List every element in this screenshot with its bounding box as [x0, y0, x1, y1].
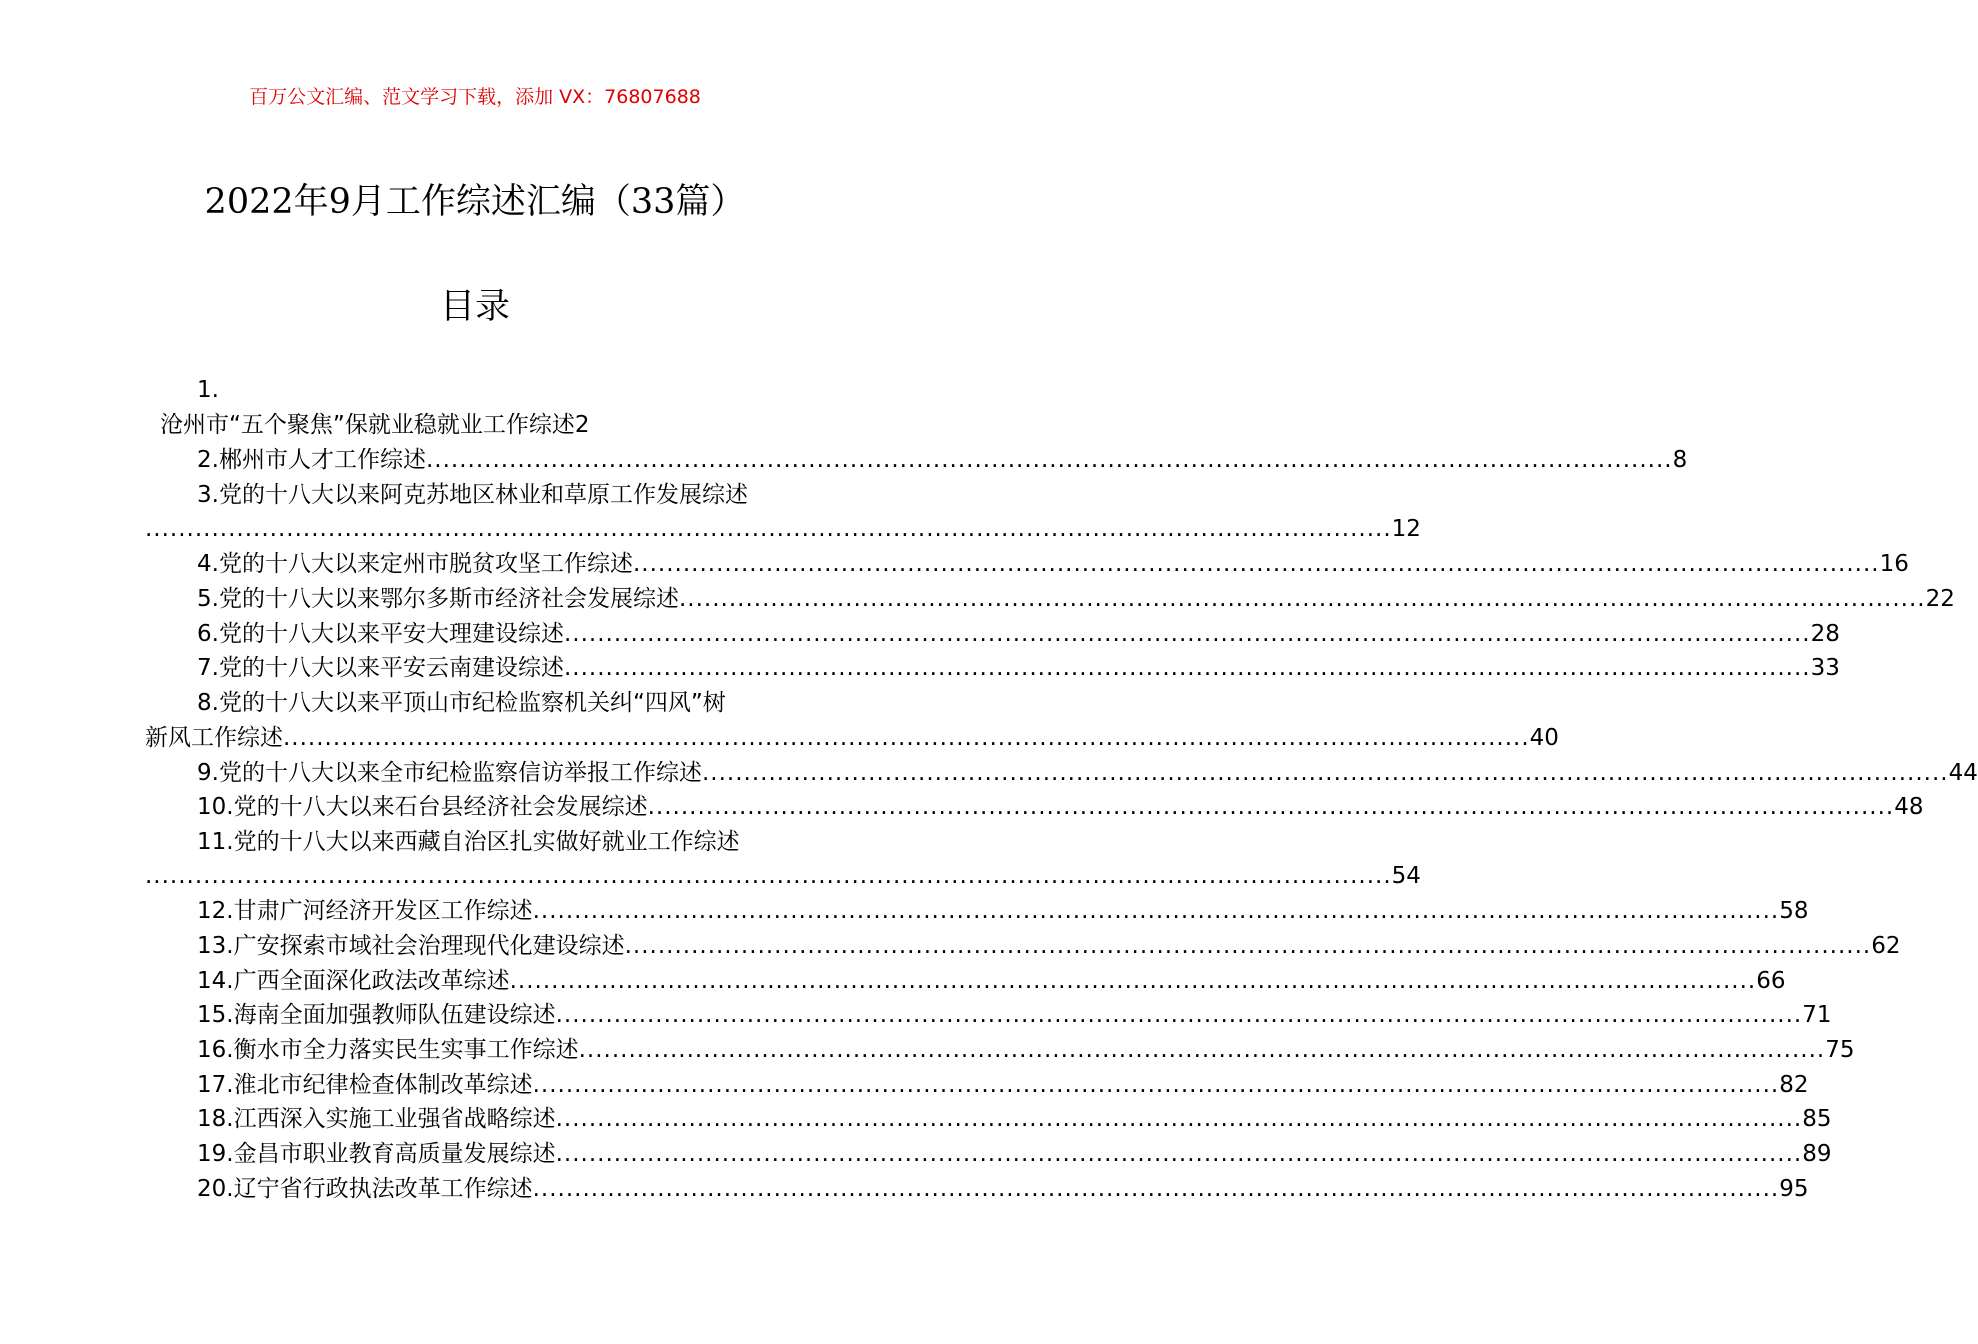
toc-page-number: 62 — [1871, 933, 1901, 959]
toc-entry-title: 2.郴州市人才工作综述 — [197, 447, 426, 473]
toc-page-number: 66 — [1756, 968, 1786, 994]
toc-entry-title: 18.江西深入实施工业强省战略综述 — [197, 1106, 556, 1132]
toc-heading: 目录 — [439, 287, 510, 327]
toc-page-number: 16 — [1879, 551, 1909, 577]
dot-leader: ...................................................................................................................................................... — [555, 1002, 1803, 1028]
toc-entry-title: 沧州市“五个聚焦”保就业稳就业工作综述2 — [160, 412, 590, 438]
dot-leader: ...................................................................................................................................................... — [532, 1176, 1780, 1202]
dot-leader: ...................................................................................................................................................... — [425, 447, 1673, 473]
toc-entry-title: 17.淮北市纪律检查体制改革综述 — [197, 1072, 533, 1098]
dot-leader: ...................................................................................................................................................... — [563, 621, 1811, 647]
toc-entry-title: 10.党的十八大以来石台县经济社会发展综述 — [197, 794, 648, 820]
toc-page-number: 89 — [1802, 1141, 1832, 1167]
toc-entry-title: 14.广西全面深化政法改革综述 — [197, 968, 510, 994]
toc-page-number: 54 — [1391, 863, 1421, 889]
toc-entry-title: 9.党的十八大以来全市纪检监察信访举报工作综述 — [197, 760, 702, 786]
toc-entry-title: 5.党的十八大以来鄂尔多斯市经济社会发展综述 — [197, 586, 679, 612]
dot-leader: ...................................................................................................................................................... — [532, 898, 1780, 924]
toc-page-number: 44 — [1948, 760, 1978, 786]
toc-entry-title: 20.辽宁省行政执法改革工作综述 — [197, 1176, 533, 1202]
dot-leader: ...................................................................................................................................................... — [283, 725, 1530, 751]
dot-leader: ...................................................................................................................................................... — [647, 794, 1895, 820]
dot-leader: ...................................................................................................................................................... — [632, 551, 1880, 577]
toc-entry-title: 13.广安探索市域社会治理现代化建设综述 — [197, 933, 625, 959]
toc-entry-title: 11.党的十八大以来西藏自治区扎实做好就业工作综述 — [197, 829, 740, 855]
dot-leader: ...................................................................................................................................................... — [145, 863, 1392, 889]
toc-entry-title: 16.衡水市全力落实民生实事工作综述 — [197, 1037, 579, 1063]
toc-entry-title-continued: 新风工作综述 — [145, 725, 283, 751]
dot-leader: ...................................................................................................................................................... — [624, 933, 1872, 959]
dot-leader: ...................................................................................................................................................... — [555, 1106, 1803, 1132]
toc-page-number: 48 — [1894, 794, 1924, 820]
toc-entry-title: 7.党的十八大以来平安云南建设综述 — [197, 655, 564, 681]
dot-leader: ...................................................................................................................................................... — [555, 1141, 1803, 1167]
dot-leader: ...................................................................................................................................................... — [563, 655, 1811, 681]
toc-page-number: 33 — [1810, 655, 1840, 681]
header-notice: 百万公文汇编、范文学习下载，添加 VX：76807688 — [249, 86, 701, 108]
toc-page-number: 58 — [1779, 898, 1809, 924]
dot-leader: ...................................................................................................................................................... — [532, 1072, 1780, 1098]
dot-leader: ...................................................................................................................................................... — [678, 586, 1926, 612]
toc-entry-title: 6.党的十八大以来平安大理建设综述 — [197, 621, 564, 647]
toc-page-number: 85 — [1802, 1106, 1832, 1132]
toc-page-number: 22 — [1925, 586, 1955, 612]
dot-leader: ...................................................................................................................................................... — [578, 1037, 1826, 1063]
toc-entry-number: 1. — [197, 377, 219, 403]
toc-entry-title: 12.甘肃广河经济开发区工作综述 — [197, 898, 533, 924]
toc-page-number: 40 — [1529, 725, 1559, 751]
toc-entry-title: 19.金昌市职业教育高质量发展综述 — [197, 1141, 556, 1167]
toc-entry-title: 3.党的十八大以来阿克苏地区林业和草原工作发展综述 — [197, 482, 748, 508]
toc-page-number: 75 — [1825, 1037, 1855, 1063]
toc-page-number: 8 — [1672, 447, 1688, 473]
toc-entry-title: 4.党的十八大以来定州市脱贫攻坚工作综述 — [197, 551, 633, 577]
toc-page-number: 82 — [1779, 1072, 1809, 1098]
toc-page-number: 12 — [1391, 516, 1421, 542]
dot-leader: ...................................................................................................................................................... — [145, 516, 1392, 542]
toc-page-number: 95 — [1779, 1176, 1809, 1202]
dot-leader: ...................................................................................................................................................... — [509, 968, 1757, 994]
toc-entry-title: 15.海南全面加强教师队伍建设综述 — [197, 1002, 556, 1028]
dot-leader: ...................................................................................................................................................... — [701, 760, 1949, 786]
toc-page-number: 28 — [1810, 621, 1840, 647]
document-title: 2022年9月工作综述汇编（33篇） — [204, 182, 746, 222]
toc-page-number: 71 — [1802, 1002, 1832, 1028]
toc-entry-title: 8.党的十八大以来平顶山市纪检监察机关纠“四风”树 — [197, 690, 726, 716]
